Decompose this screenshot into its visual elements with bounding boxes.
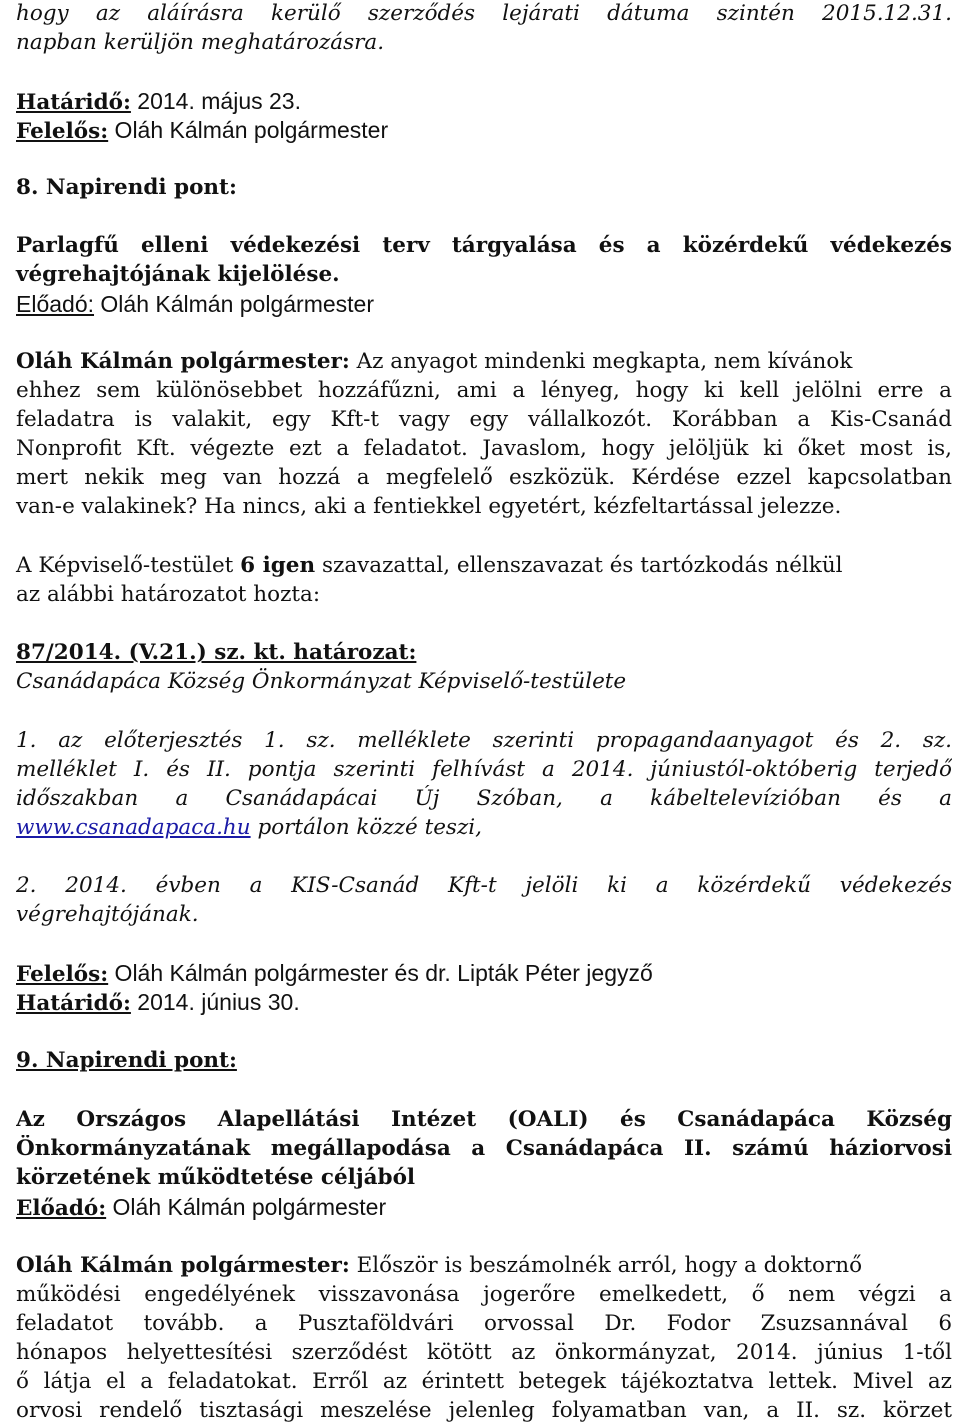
item8-heading: 8. Napirendi pont: (16, 175, 237, 200)
deadline-label: Határidő: (16, 90, 131, 115)
item9-presenter (16, 1193, 386, 1223)
item9-speech-line-6: orvosi rendelő tisztasági meszelése jelenleg folyamatban van, a II. sz. körzet (16, 1398, 952, 1423)
point2-line-1: 2. 2014. évben a KIS-Csanád Kft-t jelöli ki a közérdekű védekezés (16, 873, 952, 898)
vote-line-1 (16, 552, 843, 580)
point1-line-1: 1. az előterjesztés 1. sz. melléklete szerinti propagandaanyagot és 2. sz. (16, 728, 952, 753)
presenter-value: Oláh Kálmán polgármester (106, 1194, 387, 1220)
item9-heading: 9. Napirendi pont: (16, 1048, 237, 1073)
item9-speech-line-5: ő látja el a feladatokat. Erről az érintett betegek tájékoztatva lettek. Mivel az (16, 1369, 952, 1394)
item8-presenter (16, 290, 374, 318)
vote-post: szavazattal, ellenszavazat és tartózkodás nélkül (315, 553, 843, 578)
speaker-name: Oláh Kálmán polgármester: (16, 1253, 350, 1278)
resolution-body: Csanádapáca Község Önkormányzat Képviselő-testülete (16, 669, 627, 694)
point1-line-4 (16, 814, 482, 842)
deadline-line (16, 87, 301, 117)
point2-line-2: végrehajtójának. (16, 902, 199, 927)
vote-count: 6 igen (240, 553, 316, 578)
point1-rest: portálon közzé teszi, (250, 815, 483, 840)
deadline-label: Határidő: (16, 991, 131, 1016)
item9-speech-line-4: hónapos helyettesítési szerződést kötött az önkormányzat, 2014. június 1-től (16, 1340, 952, 1365)
item8-title-line-2: végrehajtójának kijelölése. (16, 262, 340, 287)
item8-speech-line-3: feladatra is valakit, egy Kft-t vagy egy vállalkozót. Korábban a Kis-Csanád (16, 407, 952, 432)
vote-pre: A Képviselő-testület (16, 553, 241, 578)
item9-speech-line-3: feladatot tovább. a Pusztaföldvári orvossal Dr. Fodor Zsuzsannával 6 (16, 1311, 952, 1336)
responsible-value: Oláh Kálmán polgármester (108, 117, 389, 143)
item9-title-line-2: Önkormányzatának megállapodása a Csanádapáca II. számú háziorvosi (16, 1136, 952, 1161)
responsible-value: Oláh Kálmán polgármester és dr. Lipták Péter jegyző (108, 960, 653, 986)
item8-speech-line-5: mert nekik meg van hozzá a megfelelő eszközük. Kérdése ezzel kapcsolatban (16, 465, 952, 490)
responsible-label: Felelős: (16, 962, 109, 987)
resolution-number: 87/2014. (V.21.) sz. kt. határozat: (16, 640, 417, 665)
item9-speech-line-2: működési engedélyének visszavonása jogerőre emelkedett, ő nem végzi a (16, 1282, 952, 1307)
item8-title-line-1: Parlagfű elleni védekezési terv tárgyalása és a közérdekű védekezés (16, 233, 952, 258)
presenter-label: Előadó: (16, 1196, 107, 1221)
item9-speech-line-1 (16, 1252, 862, 1280)
website-link[interactable]: www.csanadapaca.hu (16, 815, 251, 840)
presenter-value: Oláh Kálmán polgármester (94, 291, 374, 317)
speaker-name: Oláh Kálmán polgármester: (16, 349, 350, 374)
presenter-label: Előadó: (16, 291, 95, 317)
speech-text: Az anyagot mindenki megkapta, nem kívánok (349, 349, 853, 374)
item9-title-line-1: Az Országos Alapellátási Intézet (OALI) és Csanádapáca Község (16, 1107, 952, 1132)
vote-line-2: az alábbi határozatot hozta: (16, 582, 321, 607)
point1-line-2: melléklet I. és II. pontja szerinti felhívást a 2014. júniustól-októberig terjedő (16, 757, 952, 782)
speech-text: Először is beszámolnék arról, hogy a doktornő (349, 1253, 863, 1278)
responsible-line (16, 116, 388, 146)
item8-speech-line-4: Nonprofit Kft. végezte ezt a feladatot. Javaslom, hogy jelöljük ki őket most is, (16, 436, 952, 461)
responsible-label: Felelős: (16, 119, 109, 144)
item8-speech-line-6: van-e valakinek? Ha nincs, aki a fentiekkel egyetért, kézfeltartással jelezze. (16, 494, 842, 519)
point1-line-3: időszakban a Csanádapácai Új Szóban, a kábeltelevízióban és a (16, 786, 952, 811)
item8-responsible (16, 959, 653, 989)
item8-speech-line-2: ehhez sem különösebbet hozzáfűzni, ami a lényeg, hogy ki kell jelölni erre a (16, 378, 952, 403)
deadline-value: 2014. június 30. (130, 989, 300, 1015)
item8-speech-line-1 (16, 348, 852, 376)
item9-title-line-3: körzetének működtetése céljából (16, 1165, 416, 1190)
carryover-line-1: hogy az aláírásra kerülő szerződés lejárati dátuma szintén 2015.12.31. (16, 1, 952, 26)
deadline-value: 2014. május 23. (130, 88, 301, 114)
carryover-line-2: napban kerüljön meghatározásra. (16, 30, 385, 55)
item8-deadline (16, 988, 300, 1018)
